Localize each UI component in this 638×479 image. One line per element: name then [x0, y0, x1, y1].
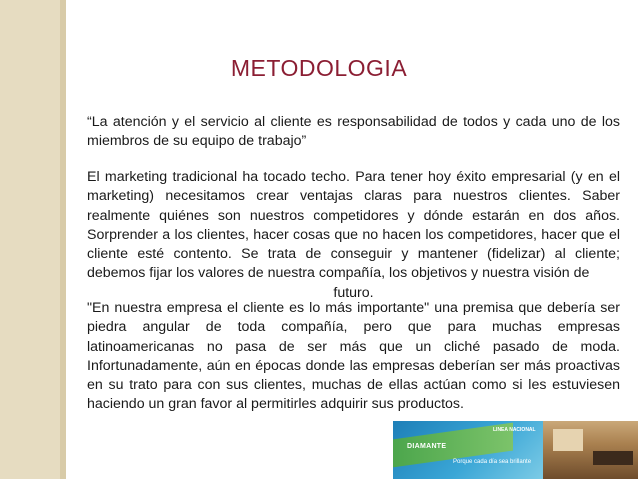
client-paragraph: "En nuestra empresa el cliente es lo más importante" una premisa que debería ser piedra angular de toda compañía, pero que para muchas empresas latinoamericanas no pasa de ser más que un cliché pasado de moda. Infortunadamente, aún en épocas donde las empresas deberían ser más proactivas en su trato para con sus clientes, muchas de ellas actúan como si les estuviesen haciendo un gran favor al permitirles adquirir sus productos. [87, 300, 620, 413]
banner-tagline: Porque cada día sea brillante [453, 459, 532, 465]
marketing-paragraph [87, 168, 620, 303]
banner-line-label: LINEA NACIONAL [493, 427, 536, 433]
banner-photo [543, 421, 638, 479]
quote-paragraph: “La atención y el servicio al cliente es responsabilidad de todos y cada uno de los miembros de su equipo de trabajo” [87, 114, 620, 150]
footer-banner-image [393, 421, 638, 479]
slide-title: METODOLOGIA [230, 55, 408, 81]
marketing-paragraph-text: El marketing tradicional ha tocado techo. Para tener hoy éxito empresarial (y en el marketing) necesitamos crear ventajas claras para nuestros clientes. Saber realmente quiénes son nuestros competidores y dónde estarán en dos años. Sorprender a los clientes, hacer cosas que no hacen los competidores, hacer que el cliente esté contento. Se trata de conseguir y mantener (fidelizar) al cliente; debemos fijar los valores de nuestra compañía, los objetivos y nuestra visión de [87, 169, 620, 282]
marketing-paragraph-last-line: futuro. [333, 284, 374, 301]
banner-brand: DIAMANTE [407, 443, 447, 450]
